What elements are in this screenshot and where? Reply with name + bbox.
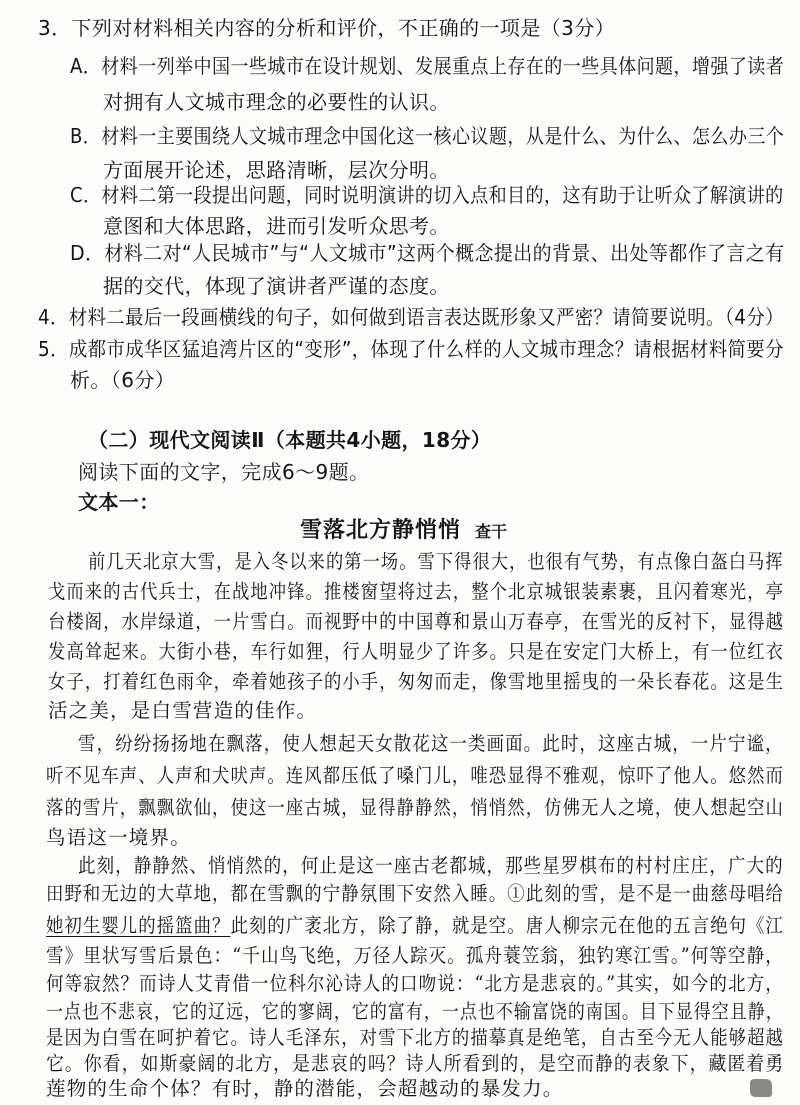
p3-line-1: 此刻，静静然、悄悄然的，何止是这一座古老都城，那些星罗棋布的村村庄庄，广大的 — [78, 854, 784, 877]
section-instruction: 阅读下面的文字，完成6～9题。 — [78, 460, 370, 484]
p3-line-5: 何等寂然？而诗人艾青借一位科尔沁诗人的口吻说：“北方是悲哀的。”其实，如今的北方， — [46, 972, 784, 995]
article-heading — [300, 516, 507, 546]
section-heading: （二）现代文阅读Ⅱ（本题共4小题，18分） — [88, 428, 492, 452]
p3-line-6: 一点也不悲哀，它的辽远，它的寥阔，它的富有，一点也不输富饶的南国。目下显得空且静， — [46, 1000, 784, 1023]
p1-line-5: 女子，打着红色雨伞，牵着她孩子的小手，匆匆而走，像雪地里摇曳的一朵长春花。这是生 — [48, 670, 785, 693]
p2-line-3: 落的雪片，飘飘欲仙，使这一座古城，显得静静然，悄悄然，仿佛无人之境，使人想起空山 — [46, 796, 785, 819]
text-label: 文本一： — [78, 490, 160, 514]
p3-line-8: 它。你看，如斯豪阔的北方，是悲哀的吗？诗人所看到的，是空而静的表象下，藏匿着勇 — [46, 1052, 785, 1075]
question-5-line-2: 析。（6分） — [70, 368, 176, 392]
p3-line-2: 田野和无边的大草地，都在雪飘的宁静氛围下安然入睡。①此刻的雪，是不是一曲慈母唱给 — [46, 882, 785, 905]
option-a-line-2: 对拥有人文城市理念的必要性的认识。 — [103, 90, 450, 114]
underlined-sentence: 她初生婴儿的摇篮曲？ — [46, 914, 231, 937]
option-d-line-1: D．材料二对“人民城市”与“人文城市”这两个概念提出的背景、出处等都作了言之有 — [70, 241, 785, 265]
question-3-stem: 3．下列对材料相关内容的分析和评价，不正确的一项是（3分） — [38, 16, 616, 40]
p2-line-4: 鸟语这一境界。 — [46, 826, 191, 849]
p3-line-3-rest: 此刻的广袤北方，除了静，就是空。唐人柳宗元在他的五言绝句《江 — [230, 914, 785, 937]
option-b-line-1: B．材料一主要围绕人文城市理念中国化这一核心议题，从是什么、为什么、怎么办三个 — [70, 124, 785, 148]
p1-line-6: 活之美，是白雪营造的佳作。 — [48, 699, 318, 722]
p1-line-2: 戈而来的古代兵士，在战地冲锋。推楼窗望将过去，整个北京城银装素裹，且闪着寒光，亭 — [48, 580, 785, 603]
p1-line-1: 前几天北京大雪，是入冬以来的第一场。雪下得很大，也很有气势，有点像白盔白马挥 — [88, 550, 784, 573]
p3-line-7: 是因为白雪在呵护着它。诗人毛泽东，对雪下北方的描摹真是绝笔，自古至今无人能够超越 — [46, 1026, 785, 1049]
option-a-line-1: A．材料一列举中国一些城市在设计规划、发展重点上存在的一些具体问题，增强了读者 — [70, 54, 785, 78]
article-author: 查干 — [475, 522, 508, 541]
p3-line-3 — [46, 912, 784, 940]
p1-line-4: 发高耸起来。大街小巷，车行如狸，行人明显少了许多。只是在安定门大桥上，有一位红衣 — [48, 640, 785, 663]
option-c-line-2: 意图和大体思路，进而引发听众思考。 — [103, 214, 450, 238]
p1-line-3: 台楼阁，水岸绿道，一片雪白。而视野中的中国尊和景山万春亭，在雪光的反衬下，显得越 — [48, 610, 785, 633]
option-d-line-2: 据的交代，体现了演讲者严谨的态度。 — [103, 274, 450, 298]
question-4: 4．材料二最后一段画横线的句子，如何做到语言表达既形象又严密？请简要说明。（4分） — [38, 305, 784, 329]
option-c-line-1: C．材料二第一段提出问题，同时说明演讲的切入点和目的，这有助于让听众了解演讲的 — [70, 183, 784, 207]
p3-line-4: 雪》里状写雪后景色：“千山鸟飞绝，万径人踪灭。孤舟蓑笠翁，独钓寒江雪。”何等空静， — [46, 944, 784, 967]
question-5-line-1: 5．成都市成华区猛追湾片区的“变形”，体现了什么样的人文城市理念？请根据材料简要分 — [38, 337, 784, 361]
ink-smudge — [750, 1079, 772, 1097]
option-b-line-2: 方面展开论述，思路清晰，层次分明。 — [103, 158, 450, 182]
article-title: 雪落北方静悄悄 — [300, 518, 462, 543]
p3-line-9: 莲物的生命个体？有时，静的潜能，会超越动的暴发力。 — [46, 1077, 564, 1100]
p2-line-1: 雪，纷纷扬扬地在飘落，使人想起天女散花这一类画面。此时，这座古城，一片宁谧， — [78, 732, 784, 755]
p2-line-2: 听不见车声、人声和犬吠声。连风都压低了嗓门儿，唯恐显得不雅观，惊吓了他人。悠然而 — [46, 764, 785, 787]
